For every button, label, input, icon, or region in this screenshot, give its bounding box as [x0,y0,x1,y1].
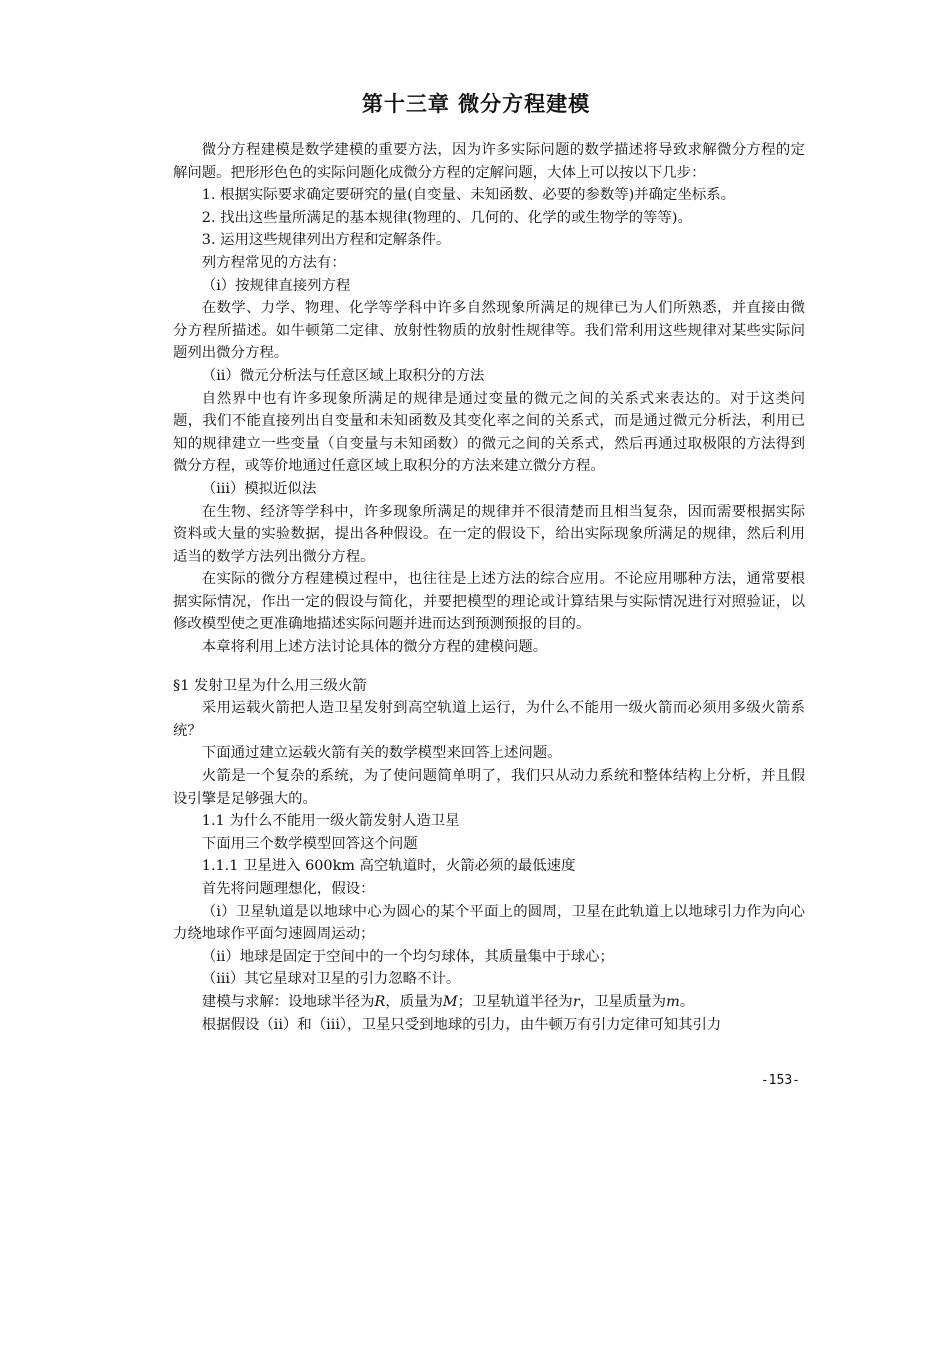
assumption-1: （i）卫星轨道是以地球中心为圆心的某个平面上的圆周，卫星在此轨道上以地球引力作为向心力绕地球作平面匀速圆周运动； [173,903,805,943]
section-heading: §1 发射卫星为什么用三级火箭 [173,677,367,694]
model-paragraph [173,991,805,1014]
method-3-text: 在生物、经济等学科中，许多现象所满足的规律并不很清楚而且相当复杂，因而需要根据实际资料或大量的实验数据，提出各种假设。在一定的假设下，给出实际现象所满足的规律，然后利用适当的数学方法列出微分方程。 [173,503,805,565]
step-3: 3. 运用这些规律列出方程和定解条件。 [201,232,451,249]
combined-paragraph: 在实际的微分方程建模过程中，也往往是上述方法的综合应用。不论应用哪种方法，通常要根据实际情况，作出一定的假设与简化，并要把模型的理论或计算结果与实际情况进行对照验证，以修改模型使之更准确地描述实际问题并进而达到预测预报的目的。 [173,571,805,633]
var-orbit-radius: r [572,993,580,1010]
method-1-heading: （i）按规律直接列方程 [201,277,351,294]
model-text: ；卫星轨道半径为 [457,993,573,1010]
assumption-3: （iii）其它星球对卫星的引力忽略不计。 [201,971,461,988]
page-number: -153- [760,1073,800,1088]
section-paragraph: 根据假设（ii）和（iii），卫星只受到地球的引力，由牛顿万有引力定律可知其引力 [201,1016,722,1033]
step-2: 2. 找出这些量所满足的基本规律(物理的、几何的、化学的或生物学的等等)。 [201,209,692,226]
assumption-2: （ii）地球是固定于空间中的一个均匀球体，其质量集中于球心； [201,948,614,965]
model-text: ，卫星质量为 [579,993,667,1010]
model-text: 。 [679,993,695,1010]
subsubsection-heading: 1.1.1 卫星进入 600km 高空轨道时，火箭必须的最低速度 [201,858,576,875]
model-text: 建模与求解：设地球半径为 [201,993,375,1010]
method-2-text: 自然界中也有许多现象所满足的规律是通过变量的微元之间的关系式来表达的。对于这类问题，我们不能直接列出自变量和未知函数及其变化率之间的关系式，而是通过微元分析法，利用已知的规律建立一些变量（自变量与未知函数）的微元之间的关系式，然后再通过取极限的方法得到微分方程，或等价地通过任意区域上取积分的方法来建立微分方程。 [173,390,805,475]
intro-paragraph: 微分方程建模是数学建模的重要方法，因为许多实际问题的数学描述将导致求解微分方程的定解问题。把形形色色的实际问题化成微分方程的定解问题，大体上可以按以下几步： [173,142,805,181]
chapter-title: 第十三章 微分方程建模 [361,92,591,116]
var-earth-radius: R [374,993,386,1010]
model-text: ，质量为 [385,993,443,1010]
var-earth-mass: M [442,993,458,1010]
method-2-heading: （ii）微元分析法与任意区域上取积分的方法 [201,367,485,384]
chapter-outline: 本章将利用上述方法讨论具体的微分方程的建模问题。 [201,639,548,656]
section-paragraph: 首先将问题理想化，假设： [201,881,375,897]
section-paragraph: 下面用三个数学模型回答这个问题 [201,835,418,852]
document-body [173,139,805,1036]
subsection-heading: 1.1 为什么不能用一级火箭发射人造卫星 [201,813,460,830]
section-paragraph: 火箭是一个复杂的系统，为了使问题简单明了，我们只从动力系统和整体结构上分析，并且假设引擎是足够强大的。 [173,768,805,807]
method-1-text: 在数学、力学、物理、化学等学科中许多自然现象所满足的规律已为人们所熟悉，并直接由微分方程所描述。如牛顿第二定律、放射性物质的放射性规律等。我们常利用这些规律对某些实际问题列出微分方程。 [173,300,805,362]
section-paragraph: 下面通过建立运载火箭有关的数学模型来回答上述问题。 [201,745,562,762]
method-3-heading: （iii）模拟近似法 [201,480,317,497]
section-paragraph: 采用运载火箭把人造卫星发射到高空轨道上运行，为什么不能用一级火箭而必须用多级火箭系统？ [173,700,805,739]
step-1: 1. 根据实际要求确定要研究的量(自变量、未知函数、必要的参数等)并确定坐标系。 [201,187,736,204]
methods-intro: 列方程常见的方法有： [201,254,346,271]
var-satellite-mass: m [666,993,680,1010]
